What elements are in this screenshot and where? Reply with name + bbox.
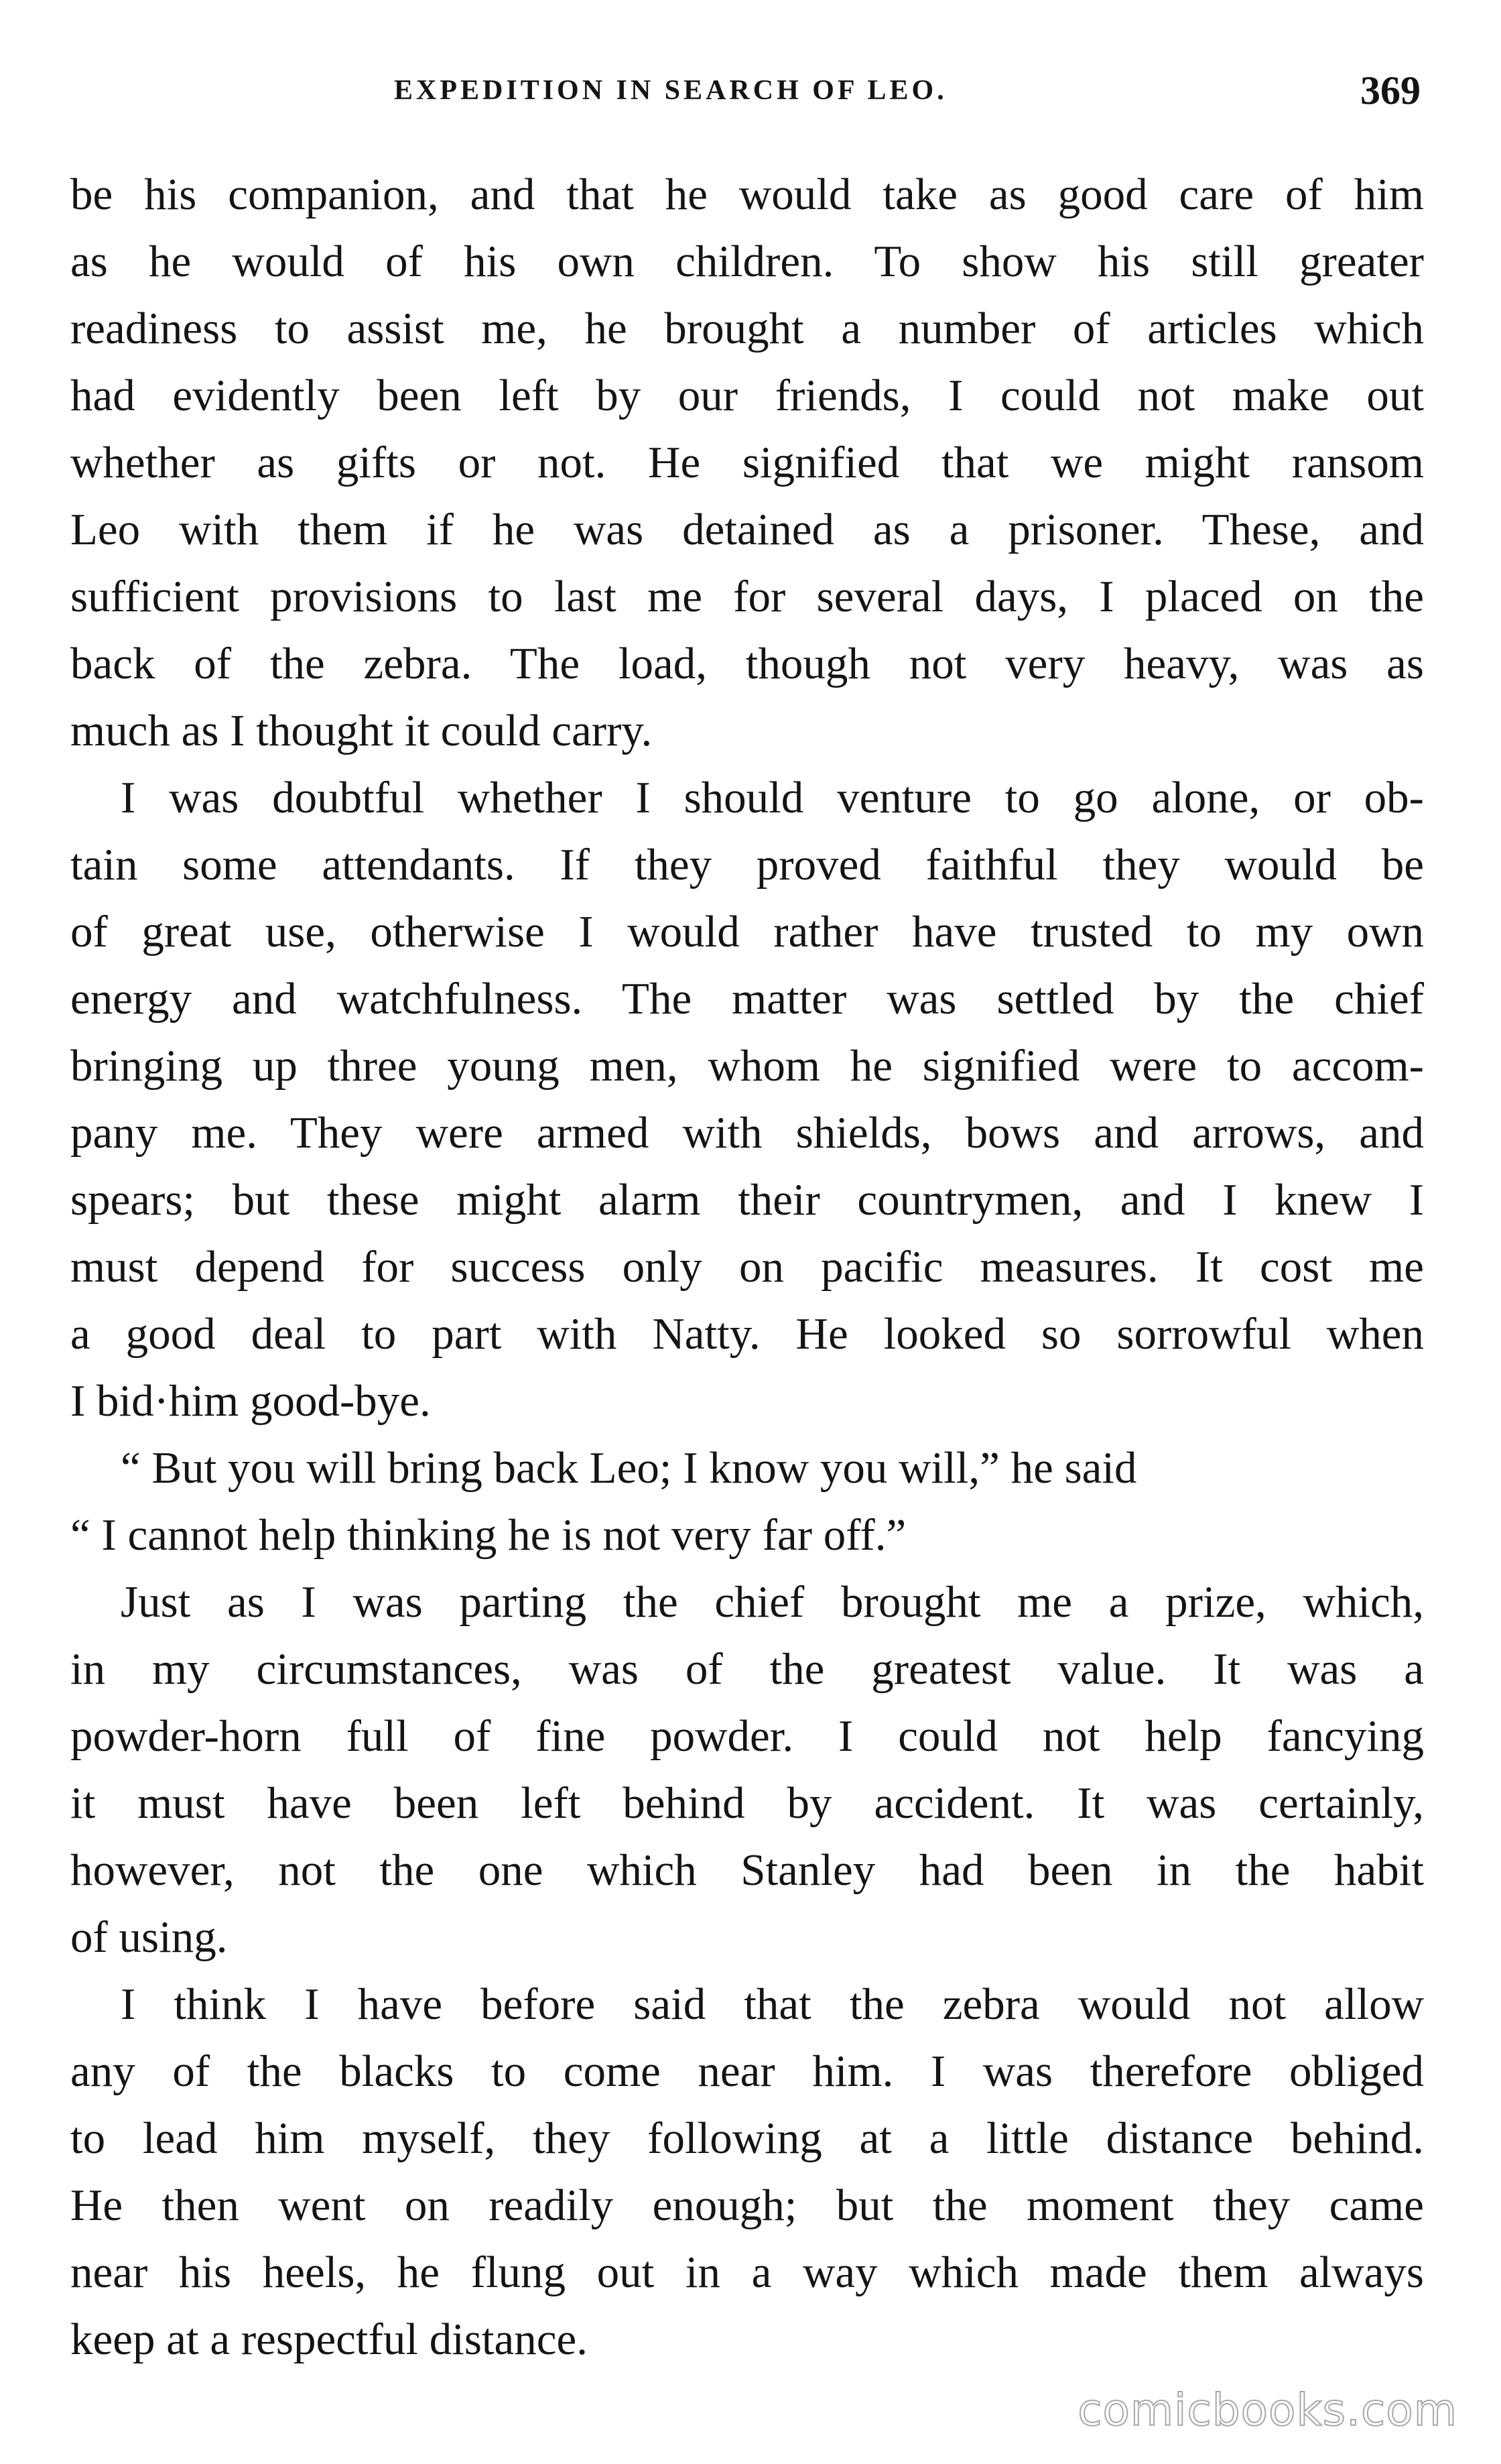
page-header — [0, 64, 1501, 117]
text-line: near his heels, he flung out in a way which made them always — [70, 2247, 1424, 2297]
text-line: be his companion, and that he would take as good care of him — [70, 170, 1424, 219]
text-line: spears; but these might alarm their countrymen, and I knew I — [70, 1175, 1424, 1225]
text-line: however, not the one which Stanley had been in the habit — [70, 1845, 1424, 1895]
text-line: Leo with them if he was detained as a prisoner. These, and — [70, 505, 1424, 554]
text-line: I bid·him good-bye. — [70, 1376, 431, 1426]
text-line: bringing up three young men, whom he signified were to accom- — [70, 1041, 1424, 1091]
running-head: EXPEDITION IN SEARCH OF LEO. — [394, 75, 948, 106]
text-line: any of the blacks to come near him. I was therefore obliged — [70, 2046, 1424, 2096]
watermark: comicbooks.com — [1078, 2384, 1457, 2436]
text-line: it must have been left behind by accident. It was certainly, — [70, 1778, 1424, 1828]
text-line: Just as I was parting the chief brought me a prize, which, — [121, 1577, 1424, 1627]
text-line: I was doubtful whether I should venture to go alone, or ob- — [121, 773, 1424, 822]
text-line: keep at a respectful distance. — [70, 2315, 588, 2364]
body-text — [70, 161, 1424, 2373]
text-line: as he would of his own children. To show his still greater — [70, 237, 1424, 286]
text-line: a good deal to part with Natty. He looked so sorrowful when — [70, 1309, 1424, 1359]
text-line: much as I thought it could carry. — [70, 706, 653, 755]
text-line: must depend for success only on pacific measures. It cost me — [70, 1242, 1424, 1292]
text-line: energy and watchfulness. The matter was settled by the chief — [70, 974, 1424, 1024]
text-line: He then went on readily enough; but the moment they came — [70, 2180, 1424, 2230]
text-line: of great use, otherwise I would rather have trusted to my own — [70, 907, 1424, 957]
text-line: tain some attendants. If they proved faithful they would be — [70, 840, 1424, 889]
text-line: powder-horn full of fine powder. I could not help fancying — [70, 1711, 1424, 1761]
text-line: “ But you will bring back Leo; I know you will,” he said — [121, 1443, 1137, 1493]
text-line: I think I have before said that the zebra would not allow — [121, 1979, 1424, 2029]
text-line: whether as gifts or not. He signified that we might ransom — [70, 438, 1424, 487]
text-line: of using. — [70, 1912, 228, 1962]
text-line: pany me. They were armed with shields, bows and arrows, and — [70, 1108, 1424, 1158]
text-line: had evidently been left by our friends, I could not make out — [70, 371, 1424, 420]
text-line: to lead him myself, they following at a little distance behind. — [70, 2113, 1424, 2163]
text-line: in my circumstances, was of the greatest value. It was a — [70, 1644, 1424, 1694]
text-line: “ I cannot help thinking he is not very far off.” — [70, 1510, 907, 1560]
text-line: sufficient provisions to last me for several days, I placed on the — [70, 572, 1424, 621]
page-number: 369 — [1360, 68, 1421, 113]
text-line: readiness to assist me, he brought a number of articles which — [70, 304, 1424, 353]
text-line: back of the zebra. The load, though not very heavy, was as — [70, 639, 1424, 688]
